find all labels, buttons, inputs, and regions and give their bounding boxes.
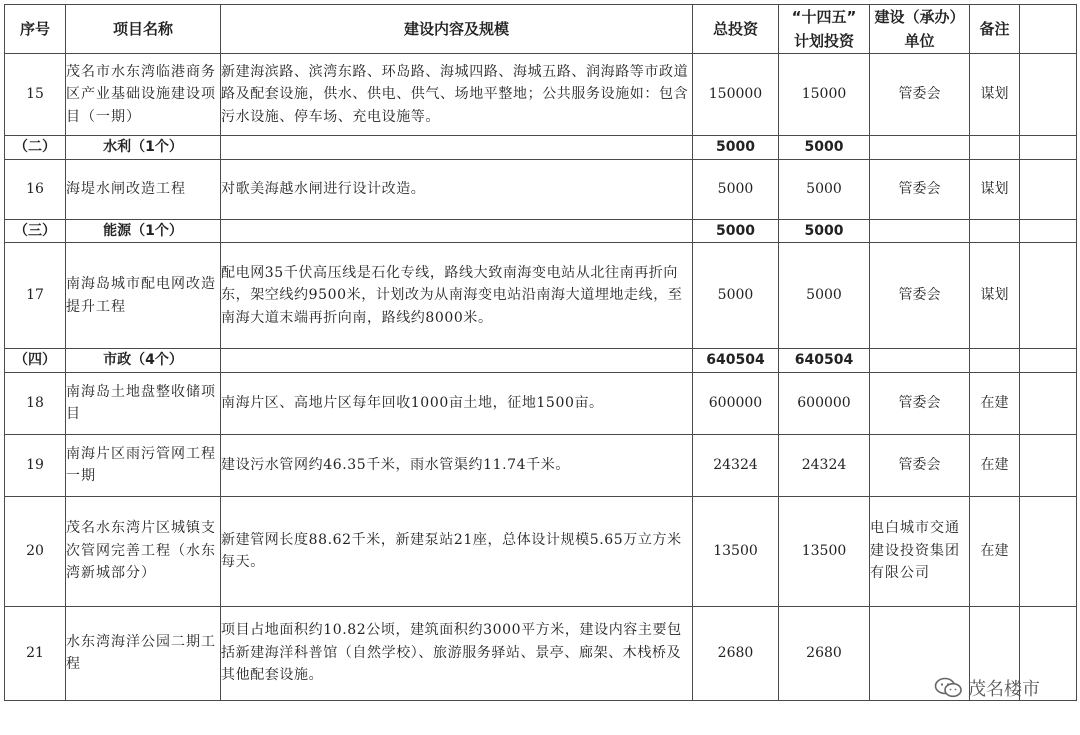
header-remark: 备注	[970, 5, 1020, 54]
section-blank	[1020, 219, 1077, 243]
row-name: 南海岛土地盘整收储项目	[66, 372, 221, 434]
section-blank	[970, 349, 1020, 373]
row-total: 13500	[693, 496, 779, 606]
row-content: 建设污水管网约46.35千米，雨水管渠约11.74千米。	[221, 434, 693, 496]
section-blank	[970, 219, 1020, 243]
section-plan: 640504	[779, 349, 870, 373]
row-remark: 在建	[970, 372, 1020, 434]
header-name: 项目名称	[66, 5, 221, 54]
section-no: （二）	[5, 136, 66, 160]
section-plan: 5000	[779, 219, 870, 243]
header-blank	[1020, 5, 1077, 54]
row-plan: 5000	[779, 243, 870, 349]
row-plan: 15000	[779, 54, 870, 136]
section-blank	[1020, 136, 1077, 160]
section-blank	[870, 349, 970, 373]
table-row	[5, 243, 1077, 349]
row-blank	[1020, 54, 1077, 136]
row-unit: 管委会	[870, 243, 970, 349]
row-total: 5000	[693, 243, 779, 349]
table-row	[5, 434, 1077, 496]
row-name: 南海岛城市配电网改造提升工程	[66, 243, 221, 349]
row-total: 5000	[693, 159, 779, 219]
header-content: 建设内容及规模	[221, 5, 693, 54]
header-unit-line2: 单位	[904, 32, 935, 50]
section-plan: 5000	[779, 136, 870, 160]
table-row	[5, 159, 1077, 219]
section-no: （四）	[5, 349, 66, 373]
row-seq: 18	[5, 372, 66, 434]
row-total: 24324	[693, 434, 779, 496]
row-content: 项目占地面积约10.82公顷，建筑面积约3000平方米，建设内容主要包括新建海洋科普馆（自然学校）、旅游服务驿站、景亭、廊架、木栈桥及其他配套设施。	[221, 606, 693, 700]
row-content: 南海片区、高地片区每年回收1000亩土地，征地1500亩。	[221, 372, 693, 434]
section-no: （三）	[5, 219, 66, 243]
row-total: 2680	[693, 606, 779, 700]
row-total: 600000	[693, 372, 779, 434]
row-unit: 电白城市交通建设投资集团有限公司	[870, 496, 970, 606]
section-total: 5000	[693, 136, 779, 160]
section-blank	[221, 136, 693, 160]
row-name: 海堤水闸改造工程	[66, 159, 221, 219]
section-row	[5, 349, 1077, 373]
row-name: 茂名水东湾片区城镇支次管网完善工程（水东湾新城部分）	[66, 496, 221, 606]
row-content: 新建海滨路、滨湾东路、环岛路、海城四路、海城五路、润海路等市政道路及配套设施，供水、供电、供气、场地平整地；公共服务设施如：包含污水设施、停车场、充电设施等。	[221, 54, 693, 136]
header-unit	[870, 5, 970, 54]
row-remark: 在建	[970, 434, 1020, 496]
header-seq: 序号	[5, 5, 66, 54]
row-content: 新建管网长度88.62千米，新建泵站21座，总体设计规模5.65万立方米每天。	[221, 496, 693, 606]
section-blank	[1020, 349, 1077, 373]
row-plan: 13500	[779, 496, 870, 606]
section-blank	[870, 136, 970, 160]
row-content: 对歌美海越水闸进行设计改造。	[221, 159, 693, 219]
section-name: 水利（1个）	[66, 136, 221, 160]
row-unit: 管委会	[870, 372, 970, 434]
header-plan	[779, 5, 870, 54]
row-blank	[1020, 243, 1077, 349]
section-total: 5000	[693, 219, 779, 243]
header-plan-line1: “十四五”	[791, 8, 857, 26]
section-total: 640504	[693, 349, 779, 373]
row-name: 南海片区雨污管网工程一期	[66, 434, 221, 496]
row-seq: 20	[5, 496, 66, 606]
section-blank	[221, 349, 693, 373]
wechat-icon	[934, 677, 964, 699]
row-plan: 2680	[779, 606, 870, 700]
header-unit-line1: 建设（承办）	[874, 8, 965, 26]
row-remark: 在建	[970, 496, 1020, 606]
table-row	[5, 54, 1077, 136]
row-seq: 19	[5, 434, 66, 496]
watermark-text: 茂名楼市	[968, 679, 1040, 700]
row-plan: 24324	[779, 434, 870, 496]
section-name: 能源（1个）	[66, 219, 221, 243]
section-row	[5, 136, 1077, 160]
row-content: 配电网35千伏高压线是石化专线，路线大致南海变电站从北往南再折向东，架空线约9500米，计划改为从南海变电站沿南海大道埋地走线，至南海大道末端再折向南，路线约8000米。	[221, 243, 693, 349]
watermark	[934, 675, 1040, 701]
table-row	[5, 496, 1077, 606]
table-row	[5, 606, 1077, 700]
row-blank	[1020, 159, 1077, 219]
row-total: 150000	[693, 54, 779, 136]
table-row	[5, 372, 1077, 434]
section-blank	[221, 219, 693, 243]
row-plan: 5000	[779, 159, 870, 219]
row-name: 水东湾海洋公园二期工程	[66, 606, 221, 700]
header-total: 总投资	[693, 5, 779, 54]
row-unit: 管委会	[870, 54, 970, 136]
section-blank	[870, 219, 970, 243]
section-name: 市政（4个）	[66, 349, 221, 373]
row-unit: 管委会	[870, 434, 970, 496]
row-blank	[1020, 496, 1077, 606]
project-table	[4, 4, 1077, 701]
section-blank	[970, 136, 1020, 160]
row-seq: 15	[5, 54, 66, 136]
row-blank	[1020, 434, 1077, 496]
row-remark: 谋划	[970, 54, 1020, 136]
row-remark: 谋划	[970, 243, 1020, 349]
row-plan: 600000	[779, 372, 870, 434]
row-seq: 16	[5, 159, 66, 219]
row-remark: 谋划	[970, 159, 1020, 219]
row-seq: 17	[5, 243, 66, 349]
row-blank	[1020, 372, 1077, 434]
row-name: 茂名市水东湾临港商务区产业基础设施建设项目（一期）	[66, 54, 221, 136]
header-plan-line2: 计划投资	[793, 32, 854, 50]
row-unit: 管委会	[870, 159, 970, 219]
section-row	[5, 219, 1077, 243]
row-seq: 21	[5, 606, 66, 700]
header-row	[5, 5, 1077, 54]
